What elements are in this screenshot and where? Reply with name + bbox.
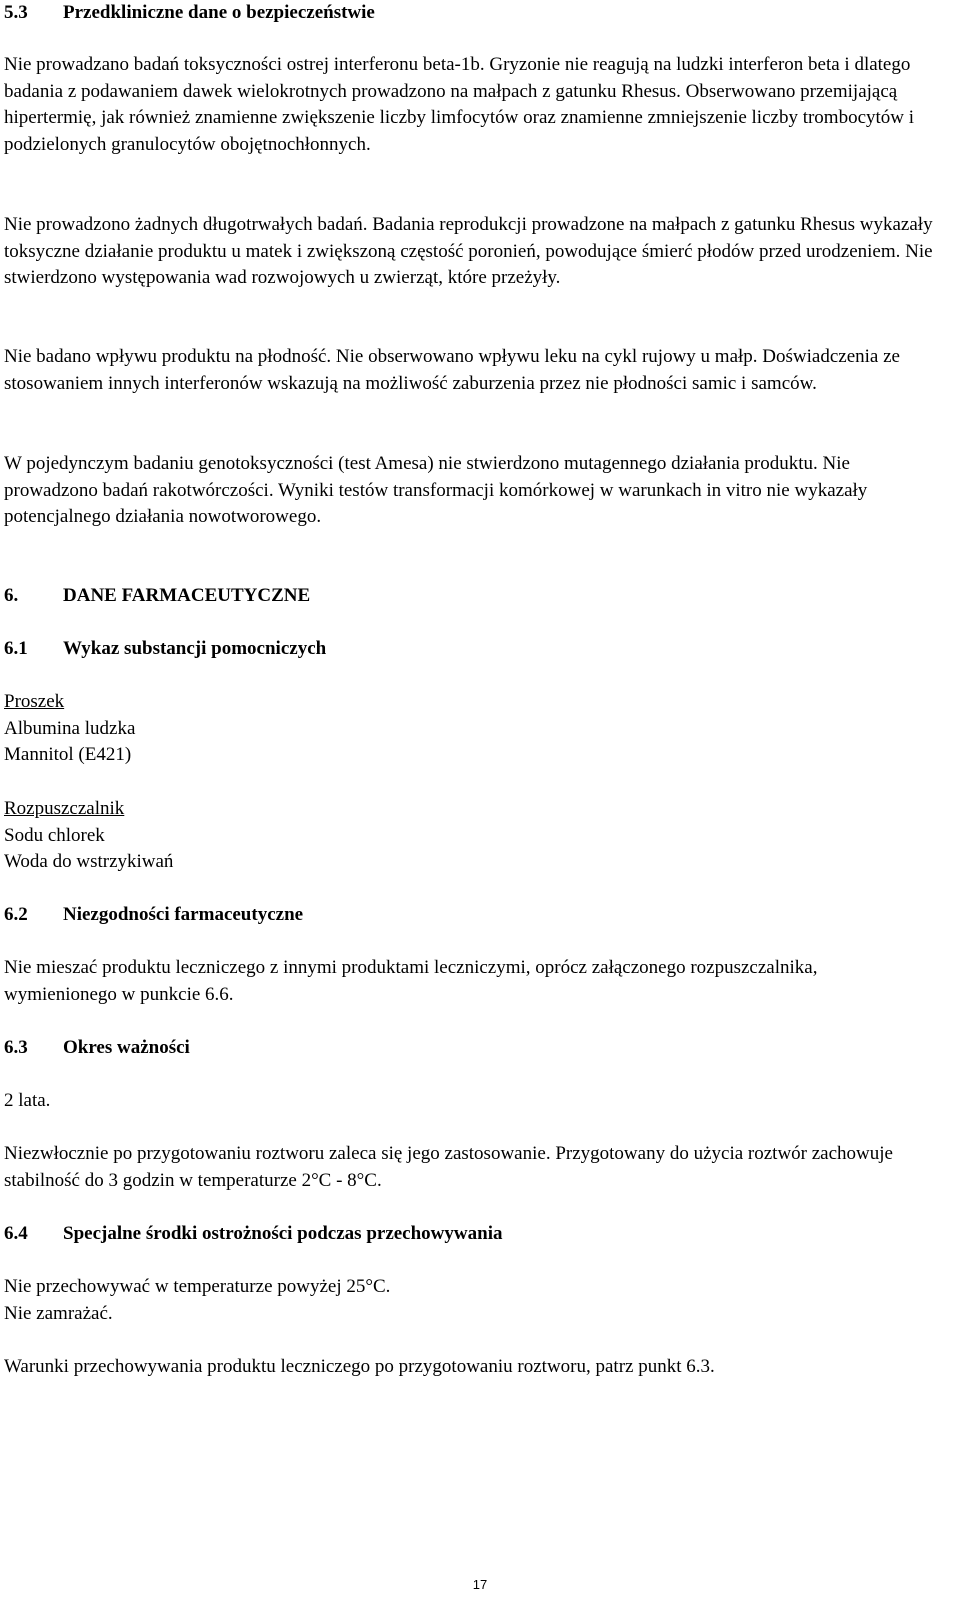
section-title: Specjalne środki ostrożności podczas przechowywania [63, 1223, 503, 1244]
section-title: Wykaz substancji pomocniczych [63, 638, 327, 659]
storage-line: Nie zamrażać. [4, 1302, 113, 1324]
excipients-powder [4, 689, 135, 769]
paragraph: Niezwłocznie po przygotowaniu roztworu zaleca się jego zastosowanie. Przygotowany do użycia roztwór zachowuje stabilność do 3 godzin w temperaturze 2°C - 8°C. [4, 1143, 893, 1191]
paragraph: W pojedynczym badaniu genotoksyczności (test Amesa) nie stwierdzono mutagennego działania produktu. Nie prowadzono badań rakotwórczości. Wyniki testów transformacji komórkowej w warunkach in vitro nie wykazały potencjalnego działania nowotworowego. [4, 453, 868, 527]
excipients-solvent [4, 796, 173, 876]
section-number: 6.2 [4, 904, 28, 925]
section-title: DANE FARMACEUTYCZNE [63, 585, 311, 606]
paragraph: Nie prowadzono żadnych długotrwałych badań. Badania reprodukcji prowadzone na małpach z gatunku Rhesus wykazały toksyczne działanie produktu u matek i zwiększoną częstość poronień, powodujące śmierć płodów przed urodzeniem. Nie stwierdzono występowania wad rozwojowych u zwierząt, które przeżyły. [4, 214, 933, 288]
section-6-4-heading [4, 1221, 502, 1248]
list-item: Sodu chlorek [4, 824, 105, 846]
section-6-3-heading [4, 1035, 190, 1062]
section-title: Okres ważności [63, 1037, 190, 1058]
page-number: 17 [472, 1577, 488, 1592]
section-title: Przedkliniczne dane o bezpieczeństwie [63, 2, 375, 23]
subheading-powder: Proszek [4, 691, 65, 712]
section-6-2-heading [4, 902, 303, 929]
list-item: Woda do wstrzykiwań [4, 851, 174, 872]
section-number: 6.4 [4, 1223, 28, 1244]
paragraph: Nie badano wpływu produktu na płodność. Nie obserwowano wpływu leku na cykl rujowy u małp. Doświadczenia ze stosowaniem innych interferonów wskazują na możliwość zaburzenia przez nie płodności samic i samców. [4, 346, 900, 394]
section-6-1-heading [4, 636, 326, 663]
section-number: 6. [4, 585, 19, 606]
section-5-3-heading [4, 0, 375, 27]
list-item: Albumina ludzka [4, 717, 136, 739]
paragraph: Nie prowadzano badań toksyczności ostrej interferonu beta-1b. Gryzonie nie reagują na ludzki interferon beta i dlatego badania z podawaniem dawek wielokrotnych prowadzono na małpach z gatunku Rhesus. Obserwowano przemijającą hipertermię, jak również znamienne zwiększenie liczby limfocytów oraz znamienne zmniejszenie liczby trombocytów i podzielonych granulocytów obojętnochłonnych. [4, 54, 915, 155]
storage-line: Nie przechowywać w temperaturze powyżej 25°C. [4, 1276, 391, 1297]
section-title: Niezgodności farmaceutyczne [63, 904, 304, 925]
paragraph: Warunki przechowywania produktu leczniczego po przygotowaniu roztworu, patrz punkt 6.3. [4, 1356, 715, 1377]
section-number: 6.1 [4, 638, 28, 659]
section-number: 6.3 [4, 1037, 28, 1058]
section-number: 5.3 [4, 2, 28, 23]
storage-conditions [4, 1274, 390, 1327]
list-item: Mannitol (E421) [4, 744, 132, 765]
paragraph: 2 lata. [4, 1090, 51, 1111]
paragraph: Nie mieszać produktu leczniczego z innymi produktami leczniczymi, oprócz załączonego rozpuszczalnika, wymienionego w punkcie 6.6. [4, 957, 818, 1005]
subheading-solvent: Rozpuszczalnik [4, 798, 125, 819]
section-6-heading [4, 583, 310, 610]
